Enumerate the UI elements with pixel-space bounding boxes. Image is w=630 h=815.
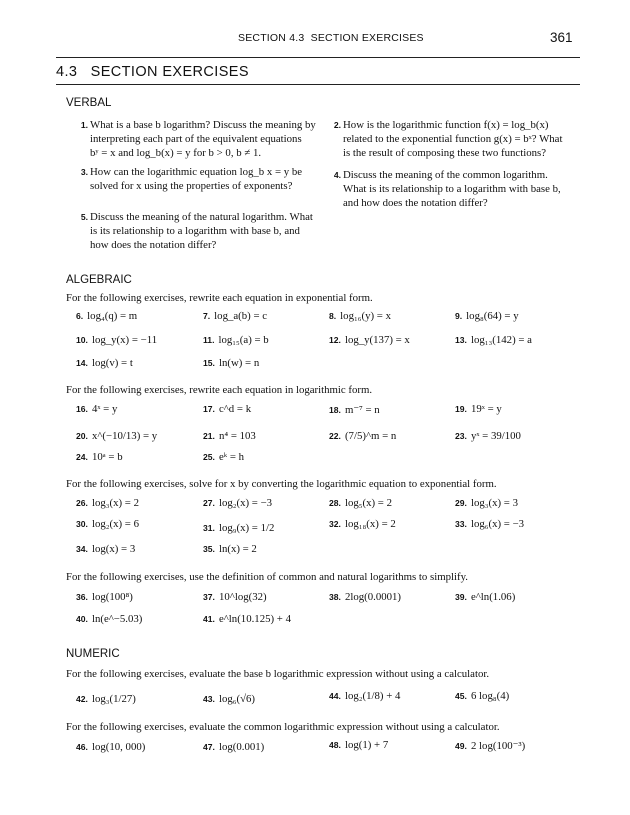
exercise-44: 44. log₂(1/8) + 4: [329, 690, 401, 702]
header-rule: [56, 57, 580, 58]
exercise-38: 38. 2log(0.0001): [329, 591, 402, 603]
exercise-45: 45. 6 log₈(4): [455, 690, 510, 702]
group-intro-logarithmic-form: For the following exercises, rewrite each equation in logarithmic form.: [66, 384, 373, 396]
exercise-21: 21. n⁴ = 103: [203, 430, 256, 442]
exercise-14: 14. log(v) = t: [76, 357, 133, 369]
exercise-33: 33. log₆(x) = −3: [455, 518, 525, 530]
exercise-7: 7. log_a(b) = c: [203, 310, 268, 322]
section-heading-rule: [56, 84, 580, 85]
exercise-49: 49. 2 log(100⁻³): [455, 740, 526, 752]
exercise-16: 16. 4ˣ = y: [76, 403, 118, 415]
exercise-25: 25. eᵏ = h: [203, 451, 245, 463]
exercise-23: 23. yˣ = 39/100: [455, 430, 521, 442]
exercise-22: 22. (7/5)^m = n: [329, 430, 397, 442]
exercise-36: 36. log(100⁸): [76, 591, 133, 603]
exercise-19: 19. 19ˣ = y: [455, 403, 502, 415]
group-intro-exponential-form: For the following exercises, rewrite each equation in exponential form.: [66, 292, 373, 304]
exercise-32: 32. log₁₈(x) = 2: [329, 518, 396, 530]
exercise-35: 35. ln(x) = 2: [203, 543, 257, 555]
exercise-24: 24. 10ᵃ = b: [76, 451, 123, 463]
exercise-9: 9. log₈(64) = y: [455, 310, 519, 322]
exercise-30: 30. log₂(x) = 6: [76, 518, 139, 530]
exercise-46: 46. log(10, 000): [76, 741, 146, 753]
section-heading: 4.3 SECTION EXERCISES: [56, 64, 249, 80]
exercise-40: 40. ln(e^−5.03): [76, 613, 143, 625]
group-intro-base-b: For the following exercises, evaluate the base b logarithmic expression without using a calculator.: [66, 668, 490, 680]
question-3: 3. How can the logarithmic equation log_b x = y be solved for x using the properties of exponents?: [80, 166, 303, 192]
header-section-title: SECTION EXERCISES: [310, 32, 424, 44]
running-header: [238, 32, 424, 44]
exercise-37: 37. 10^log(32): [203, 591, 267, 603]
numeric-heading: NUMERIC: [66, 648, 120, 660]
exercise-12: 12. log_y(137) = x: [329, 334, 410, 346]
exercise-26: 26. log₃(x) = 2: [76, 497, 139, 509]
exercise-11: 11. log₁₅(a) = b: [203, 334, 269, 346]
algebraic-heading: ALGEBRAIC: [66, 274, 132, 286]
exercise-29: 29. log₃(x) = 3: [455, 497, 518, 509]
question-1: 1. What is a base b logarithm? Discuss the meaning by interpreting each part of the equivalent equations bʸ = x and log_b(x) = y for b > 0, b ≠ 1.: [80, 119, 316, 159]
group-intro-solve-for-x: For the following exercises, solve for x by converting the logarithmic equation to exponential form.: [66, 478, 497, 490]
exercise-20: 20. x^(−10/13) = y: [76, 430, 158, 442]
exercise-18: 18. m⁻⁷ = n: [329, 404, 380, 416]
exercise-47: 47. log(0.001): [203, 741, 265, 753]
question-5: 5. Discuss the meaning of the natural logarithm. What is its relationship to a logarithm with base b, and how does the notation differ?: [80, 211, 313, 251]
exercise-17: 17. c^d = k: [203, 403, 252, 415]
exercise-27: 27. log₂(x) = −3: [203, 497, 273, 509]
group-intro-common-log: For the following exercises, evaluate the common logarithmic expression without using a calculator.: [66, 721, 500, 733]
exercise-42: 42. log₃(1/27): [76, 693, 136, 705]
page-number: 361: [550, 30, 573, 45]
exercise-41: 41. e^ln(10.125) + 4: [203, 613, 291, 625]
exercise-39: 39. e^ln(1.06): [455, 591, 516, 603]
verbal-heading: VERBAL: [66, 97, 112, 109]
header-section-label: SECTION 4.3: [238, 32, 305, 44]
exercise-10: 10. log_y(x) = −11: [76, 334, 158, 346]
exercise-48: 48. log(1) + 7: [329, 739, 389, 751]
exercise-34: 34. log(x) = 3: [76, 543, 136, 555]
question-2: 2. How is the logarithmic function f(x) = log_b(x) related to the exponential function g(x) = bˣ? What is the result of composing these two functions?: [333, 119, 563, 159]
group-intro-simplify: For the following exercises, use the definition of common and natural logarithms to simplify.: [66, 571, 469, 583]
exercise-13: 13. log₁₃(142) = a: [455, 334, 532, 346]
exercise-6: 6. log₄(q) = m: [76, 310, 138, 322]
question-4: 4. Discuss the meaning of the common logarithm. What is its relationship to a logarithm with base b, and how does the notation differ?: [333, 169, 561, 209]
exercise-8: 8. log₁₆(y) = x: [329, 310, 391, 322]
exercise-15: 15. ln(w) = n: [203, 357, 260, 369]
exercise-43: 43. log₆(√6): [203, 693, 256, 705]
exercise-31: 31. log₉(x) = 1/2: [203, 522, 275, 534]
exercise-28: 28. log₅(x) = 2: [329, 497, 392, 509]
